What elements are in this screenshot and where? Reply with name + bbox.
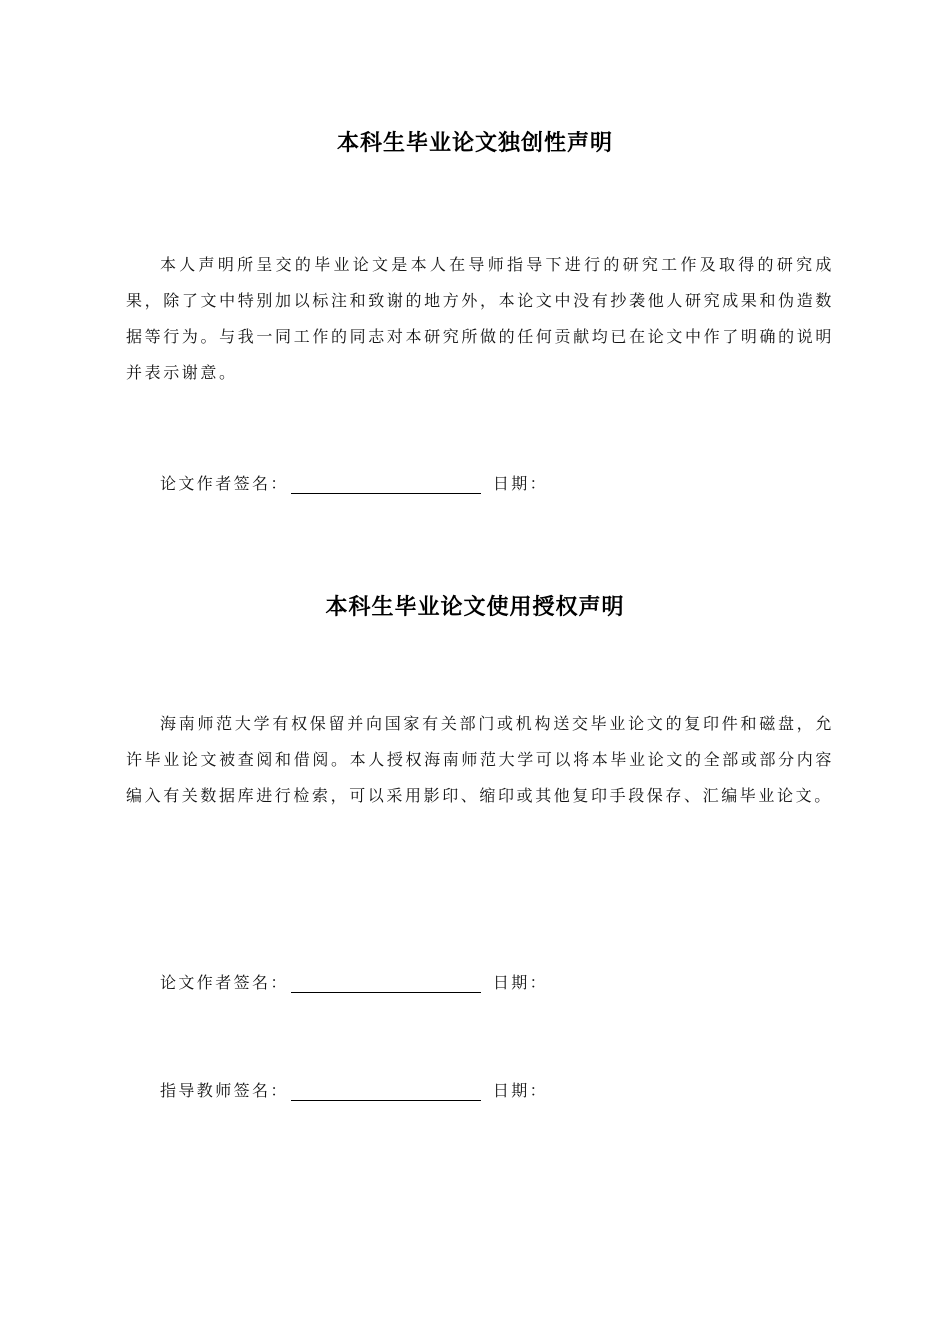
authorization-title: 本科生毕业论文使用授权声明 (325, 595, 625, 620)
author-signature-line (291, 974, 481, 993)
originality-title: 本科生毕业论文独创性声明 (336, 131, 613, 156)
authorization-advisor-signature-row (160, 1077, 548, 1101)
author-signature-line (291, 475, 481, 494)
advisor-signature-line (291, 1082, 481, 1101)
date-label: 日期： (492, 474, 549, 493)
authorization-statement: 海南师范大学有权保留并向国家有关部门或机构送交毕业论文的复印件和磁盘，允许毕业论文被查阅和借阅。本人授权海南师范大学可以将本毕业论文的全部或部分内容编入有关数据库进行检索，可以采用影印、缩印或其他复印手段保存、汇编毕业论文。 (126, 714, 834, 805)
author-signature-label: 论文作者签名： (160, 973, 289, 992)
authorization-author-signature-row (160, 969, 548, 993)
date-label: 日期： (492, 973, 549, 992)
date-label: 日期： (492, 1081, 549, 1100)
author-signature-label: 论文作者签名： (160, 474, 289, 493)
originality-statement: 本人声明所呈交的毕业论文是本人在导师指导下进行的研究工作及取得的研究成果，除了文中特别加以标注和致谢的地方外，本论文中没有抄袭他人研究成果和伪造数据等行为。与我一同工作的同志对本研究所做的任何贡献均已在论文中作了明确的说明并表示谢意。 (126, 255, 834, 382)
originality-signature-row (160, 470, 548, 494)
advisor-signature-label: 指导教师签名： (160, 1081, 289, 1100)
